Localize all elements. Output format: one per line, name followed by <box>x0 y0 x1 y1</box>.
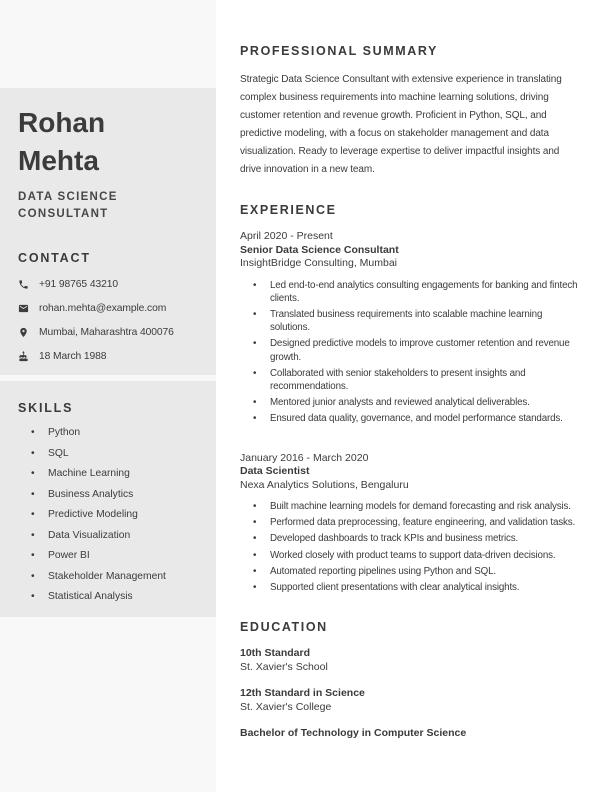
job-company: InsightBridge Consulting, Mumbai <box>240 257 397 269</box>
skill-item: • Stakeholder Management <box>18 571 198 582</box>
contact-row <box>18 303 198 314</box>
job-bullet: • Designed predictive models to improve customer retention and revenue growth. <box>240 337 580 363</box>
education-container <box>240 647 580 741</box>
skill-item: • Machine Learning <box>18 468 198 479</box>
edu-degree: Bachelor of Technology in Computer Science <box>240 727 467 740</box>
job-bullet-list <box>240 279 580 426</box>
job-bullet: • Translated business requirements into scalable machine learning solutions. <box>240 308 580 334</box>
contact-text: 18 March 1988 <box>39 351 107 362</box>
job-bullet: • Led end-to-end analytics consulting engagements for banking and fintech clients. <box>240 279 580 305</box>
job-bullet: • Mentored junior analysts and reviewed analytical deliverables. <box>240 396 580 409</box>
edu-degree: 10th Standard <box>240 647 311 660</box>
job-dates: January 2016 - March 2020 <box>240 451 369 464</box>
summary-text: Strategic Data Science Consultant with extensive experience in translating complex business requirements into machine learning solutions, driving customer retention and revenue growth. Proficient in Python, SQL, and predictive modeling, with a focus on stakeholder management and data visualization. Ready to leverage expertise to deliver impactful insights and drive innovation in a new team. <box>240 74 562 175</box>
education-heading: EDUCATION <box>240 620 328 635</box>
contact-heading: CONTACT <box>18 251 91 265</box>
job-title: Senior Data Science Consultant <box>240 243 399 256</box>
job-entry <box>240 230 580 426</box>
contact-row <box>18 327 198 338</box>
name-line-2: Mehta <box>18 145 99 176</box>
skills-heading: SKILLS <box>18 401 74 415</box>
skill-item: • Python <box>18 427 198 438</box>
edu-school: St. Xavier's School <box>240 660 328 673</box>
edu-entry <box>240 727 580 741</box>
skills-block <box>0 381 216 617</box>
job-bullet: • Ensured data quality, governance, and model performance standards. <box>240 412 580 425</box>
job-bullet: • Supported client presentations with clear analytical insights. <box>240 581 580 594</box>
candidate-title: DATA SCIENCE CONSULTANT <box>18 191 118 220</box>
skill-item: • Data Visualization <box>18 530 198 541</box>
job-bullet: • Collaborated with senior stakeholders to present insights and recommendations. <box>240 367 580 393</box>
contact-list <box>18 279 198 362</box>
skills-list <box>18 427 198 602</box>
job-dates: April 2020 - Present <box>240 230 333 242</box>
edu-degree: 12th Standard in Science <box>240 687 365 700</box>
job-entry <box>240 452 580 595</box>
job-bullet: • Developed dashboards to track KPIs and business metrics. <box>240 532 580 545</box>
job-bullet: • Automated reporting pipelines using Python and SQL. <box>240 565 580 578</box>
skill-item: • Business Analytics <box>18 489 198 500</box>
birthday-icon <box>18 351 30 362</box>
contact-text: +91 98765 43210 <box>39 279 118 290</box>
skill-item: • SQL <box>18 448 198 459</box>
job-bullet-list <box>240 500 580 594</box>
sidebar <box>0 0 216 792</box>
candidate-name <box>18 104 198 180</box>
skill-item: • Statistical Analysis <box>18 591 198 602</box>
contact-row <box>18 279 198 290</box>
jobs-container <box>240 230 580 594</box>
job-bullet: • Worked closely with product teams to support data-driven decisions. <box>240 549 580 562</box>
skill-item: • Power BI <box>18 550 198 561</box>
name-line-1: Rohan <box>18 107 106 138</box>
edu-entry <box>240 647 580 674</box>
main-content <box>240 0 580 741</box>
summary-heading: PROFESSIONAL SUMMARY <box>240 44 438 58</box>
profile-block <box>0 88 216 375</box>
experience-heading: EXPERIENCE <box>240 203 337 217</box>
email-icon <box>18 303 30 314</box>
edu-school: St. Xavier's College <box>240 700 332 713</box>
contact-row <box>18 351 198 362</box>
job-company: Nexa Analytics Solutions, Bengaluru <box>240 478 409 491</box>
job-bullet: • Performed data preprocessing, feature engineering, and validation tasks. <box>240 516 580 529</box>
edu-entry <box>240 687 580 714</box>
job-title: Data Scientist <box>240 465 310 478</box>
job-bullet: • Built machine learning models for demand forecasting and risk analysis. <box>240 500 580 513</box>
skill-item: • Predictive Modeling <box>18 509 198 520</box>
contact-text: Mumbai, Maharashtra 400076 <box>39 327 174 338</box>
phone-icon <box>18 279 30 290</box>
location-icon <box>18 327 30 338</box>
contact-text: rohan.mehta@example.com <box>39 303 167 314</box>
